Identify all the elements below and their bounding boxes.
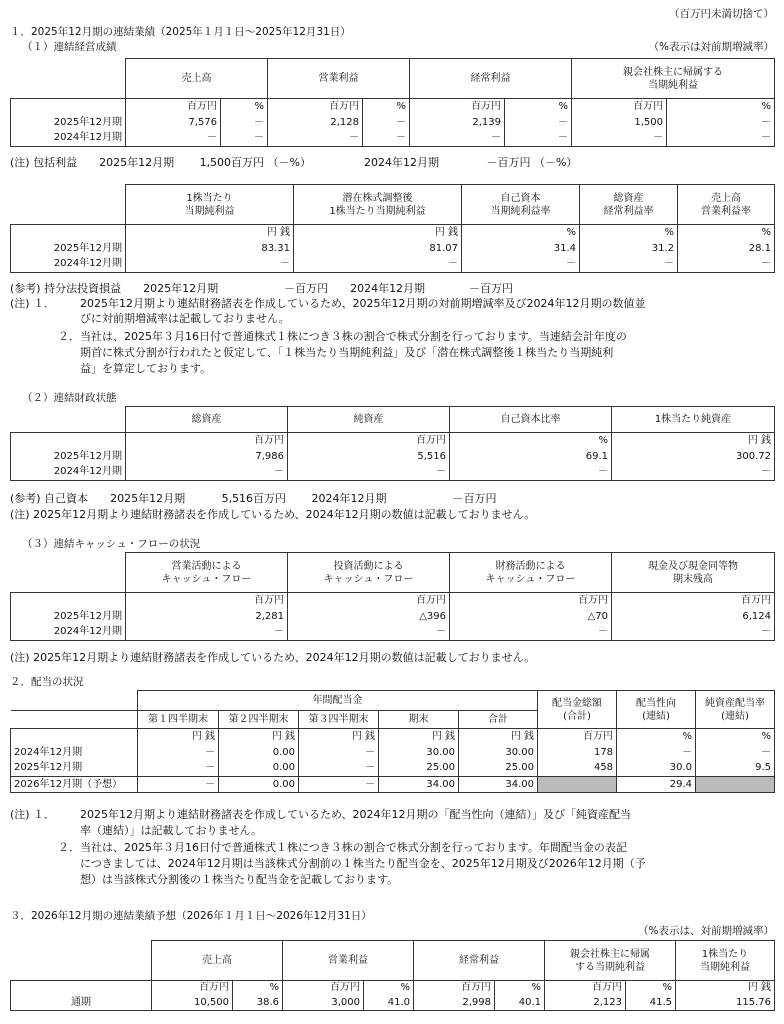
note-2-line: 当社は、2025年３月16日付で普通株式１株につき３株の割合で株式分割を行っております。当連結会計年度の [80,330,627,343]
section4-title: ２．配当の状況 [10,676,84,688]
table-row: 2025年12月期 2,281 △396 △70 6,124 [11,609,775,625]
col-header: 1株当たり純資産 [612,407,775,433]
table-row: 2024年12月期 － － － － － [11,257,775,273]
unit-cell: 百万円 [126,99,221,115]
col-header: 売上高 [126,59,268,99]
col-header: 親会社株主に帰属する 当期純利益 [572,59,775,99]
unit-note: （百万円未満切捨て） [669,8,774,20]
col-header: 経常利益 [410,59,572,99]
col-header: 営業利益 [283,941,414,981]
cash-flow-table: 営業活動による キャッシュ・フロー 投資活動による キャッシュ・フロー 財務活動による キャッシュ・フロー 現金及び現金同等物 期末残高 百万円 百万円 百万円 百万円 2025年12月期 2,281 △396 △70 6,124 2024年12月期 － － － － [10,552,775,641]
unit-cell: % [363,99,410,115]
comprehensive-income-note: (注) 包括利益 2025年12月期 1,500百万円 （－%） 2024年12月期 －百万円 （－%） [10,156,578,169]
note-2-line: につきましては、2024年12月期は当該株式分割前の１株当たり配当金を、2025年12月期及び2026年12月期（予 [80,857,646,870]
table-row: 2024年12月期 － － － － [11,465,775,481]
note-2-label: ２． [58,330,80,343]
col-header: 売上高 [152,941,283,981]
col-header: 合計 [459,711,538,729]
section5-title: ３．2026年12月期の連結業績予想（2026年１月１日～2026年12月31日） [10,910,372,922]
col-header: 第２四半期末 [219,711,299,729]
col-header: 総資産 [126,407,288,433]
col-header: 投資活動による キャッシュ・フロー [288,553,450,593]
table-row: 2024年12月期 － － － － [11,625,775,641]
col-header: 経常利益 [414,941,545,981]
s2-note: (注) 2025年12月期より連結財務諸表を作成しているため、2024年12月期の数値は記載しておりません。 [10,508,536,521]
forecast-table: 売上高 営業利益 経常利益 親会社株主に帰属 する当期純利益 1株当たり 当期純利益 百万円 % 百万円 % 百万円 % 百万円 % 円 銭 通期 10,500 38.6 3,000 41.0 2,998 40.1 2,123 41.5 115.76 [10,940,775,1011]
col-header: 1株当たり 当期純利益 [676,941,775,981]
col-header: 自己資本比率 [450,407,612,433]
col-header: 財務活動による キャッシュ・フロー [450,553,612,593]
col-header: 営業活動による キャッシュ・フロー [126,553,288,593]
section1-subtitle: （１）連結経営成績 [22,41,117,53]
col-header: 1株当たり 当期純利益 [126,185,294,225]
pct-note: （%表示は対前期増減率） [648,41,774,53]
col-header: 期末 [379,711,459,729]
s3-note: (注) 2025年12月期より連結財務諸表を作成しているため、2024年12月期の数値は記載しておりません。 [10,651,536,664]
table-row: 通期 10,500 38.6 3,000 41.0 2,998 40.1 2,123 41.5 115.76 [11,996,775,1011]
unit-cell: % [667,99,775,115]
col-header: 現金及び現金同等物 期末残高 [612,553,775,593]
col-header: 親会社株主に帰属 する当期純利益 [545,941,676,981]
note-2-label: ２． [58,841,80,854]
note-1-line: 2025年12月期より連結財務諸表を作成しているため、2025年12月期の対前期増減率及び2024年12月期の数値並 [80,297,646,310]
note-1-line: 率（連結）」は記載しておりません。 [80,824,263,837]
col-header: 第１四半期末 [138,711,219,729]
table-row: 2024年12月期 － － － － － － － － [11,131,775,147]
unit-cell: 百万円 [572,99,667,115]
table-row: 2026年12月期（予想） － 0.00 － 34.00 34.00 29.4 [11,777,775,793]
table-row: 2025年12月期 83.31 81.07 31.4 31.2 28.1 [11,241,775,257]
note-1-label: (注) １． [10,297,56,310]
col-header: 配当金総額 (合計) [538,691,617,729]
note-2-line: 期首に株式分割が行われたと仮定して、「１株当たり当期純利益」及び「潜在株式調整後１株当たり当期純利 [80,346,614,359]
unit-cell: % [221,99,268,115]
table-row: 2025年12月期 － 0.00 － 25.00 25.00 458 30.0 9.5 [11,761,775,777]
pct-note: （%表示は、対前期増減率） [638,925,774,937]
equity-method-note: (参考) 持分法投資損益 2025年12月期 －百万円 2024年12月期 －百万円 [10,282,514,295]
financial-position-table: 総資産 純資産 自己資本比率 1株当たり純資産 百万円 百万円 % 円 銭 2025年12月期 7,986 5,516 69.1 300.72 2024年12月期 － － － － [10,406,775,481]
table-row: 2025年12月期 7,986 5,516 69.1 300.72 [11,449,775,465]
col-header: 第３四半期末 [299,711,379,729]
section1-title: １．2025年12月期の連結業績（2025年１月１日～2025年12月31日） [10,26,351,38]
note-1-line: 2025年12月期より連結財務諸表を作成しているため、2024年12月期の「配当性向（連結）」及び「純資産配当 [80,808,632,821]
section3-title: （３）連結キャッシュ・フローの状況 [22,538,201,550]
section2-title: （２）連結財政状態 [22,392,117,404]
col-header: 営業利益 [268,59,410,99]
operating-results-table [10,58,775,147]
equity-note: (参考) 自己資本 2025年12月期 5,516百万円 2024年12月期 －百万円 [10,492,497,505]
note-2-line: 想）は当該株式分割後の１株当たり配当金を記載しております。 [80,873,399,886]
col-header: 純資産 [288,407,450,433]
table-row: 2025年12月期 7,576 － 2,128 － 2,139 － 1,500 － [11,115,775,131]
note-2-line: 益」を算定しております。 [80,362,212,375]
dividends-table: 年間配当金 配当金総額 (合計) 配当性向 (連結) 純資産配当率 (連結) 第１四半期末 第２四半期末 第３四半期末 期末 合計 円 銭 円 銭 円 銭 円 銭 円 銭 百万円 % % 2024年12月期 － 0.00 － 30.00 30.00 178 － － 2025年12月期 － 0.00 － 25.00 25.00 458 30.0 9.5 2026年12月期（予想） － 0.00 － 34.00 34.00 29.4 [10,690,775,793]
note-2-line: 当社は、2025年３月16日付で普通株式１株につき３株の割合で株式分割を行っております。年間配当金の表記 [80,841,627,854]
unit-cell: 百万円 [268,99,363,115]
per-share-table: 1株当たり 当期純利益 潜在株式調整後 1株当たり当期純利益 自己資本 当期純利益率 総資産 経常利益率 売上高 営業利益率 円 銭 円 銭 % % % 2025年12月期 83.31 81.07 31.4 31.2 28.1 2024年12月期 － － － － － [10,184,775,273]
note-1-line: びに対前期増減率は記載しておりません。 [80,312,290,325]
col-header: 潜在株式調整後 1株当たり当期純利益 [294,185,462,225]
unit-cell: 百万円 [410,99,505,115]
col-header: 自己資本 当期純利益率 [462,185,580,225]
col-header: 売上高 営業利益率 [678,185,775,225]
table-row: 2024年12月期 － 0.00 － 30.00 30.00 178 － － [11,745,775,761]
unit-cell: % [505,99,572,115]
col-header: 配当性向 (連結) [617,691,696,729]
col-header: 総資産 経常利益率 [580,185,678,225]
note-1-label: (注) １． [10,808,56,821]
corner-cell [11,59,126,99]
col-header: 純資産配当率 (連結) [696,691,775,729]
annual-dividend-header: 年間配当金 [138,691,538,711]
